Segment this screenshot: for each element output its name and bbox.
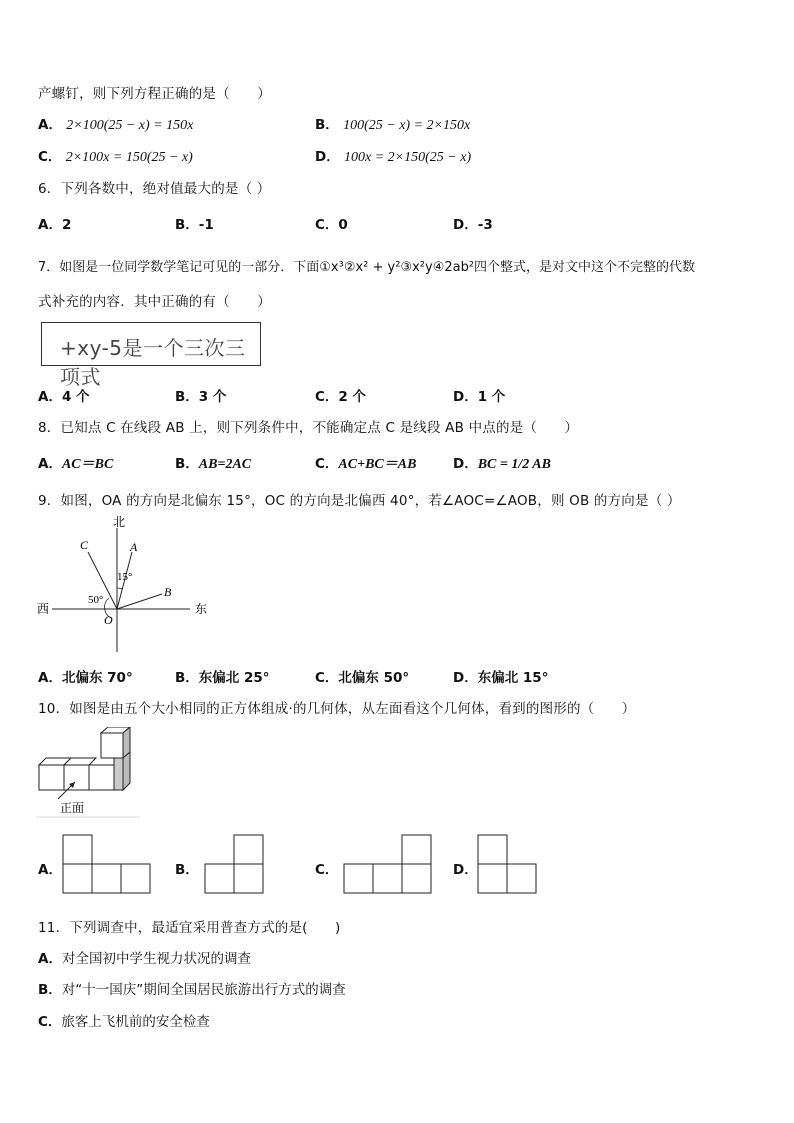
- q5-option-a-equation: 2×100(25 − x) = 150x: [66, 118, 194, 133]
- q11-option-c: C．旅客上飞机前的安全检查: [38, 1014, 210, 1030]
- q10-stem: 10．如图是由五个大小相同的正方体组成·的几何体，从左面看这个几何体，看到的图形的（ ）: [38, 701, 636, 717]
- q8-option-a: A．AC＝BC: [38, 456, 114, 472]
- q10-option-d-figure: [476, 834, 540, 896]
- q9-option-a: A．北偏东 70°: [38, 670, 133, 686]
- q5-option-d: D． 100x = 2×150(25 − x): [315, 149, 472, 165]
- q10-option-c-figure: [342, 834, 434, 896]
- q11-option-b: B．对“十一国庆”期间全国居民旅游出行方式的调查: [38, 982, 346, 998]
- front-label: 正面: [60, 801, 85, 815]
- q8-option-c: C．AC+BC＝AB: [315, 456, 417, 472]
- q10-option-a: A．: [38, 862, 62, 878]
- q7-stem-line1: 7．如图是一位同学数学笔记可见的一部分．下面①x³②x² + y²③x²y④2ab²四个整式，是对文中这个不完整的代数: [38, 260, 696, 275]
- point-o-label: O: [104, 613, 113, 627]
- point-a-label: A: [130, 540, 138, 554]
- q6-option-c: C．0: [315, 217, 348, 233]
- q5-option-b-equation: 100(25 − x) = 2×150x: [343, 118, 471, 133]
- angle-c-label: 50°: [88, 594, 104, 606]
- q10-option-b: B．: [175, 862, 199, 878]
- notebook-excerpt-text: +xy-5是一个三次三项式: [60, 336, 246, 389]
- q5-option-c: C． 2×100x = 150(25 − x): [38, 149, 193, 165]
- west-label: 西: [37, 602, 50, 616]
- q5-option-a: A． 2×100(25 − x) = 150x: [38, 117, 194, 133]
- q8-option-b: B．AB=2AC: [175, 456, 252, 472]
- q7-stem-line2: 式补充的内容．其中正确的有（ ）: [38, 294, 271, 310]
- q8-option-d: D．BC = 1/2 AB: [453, 456, 551, 472]
- q5-stem: 产螺钉，则下列方程正确的是（ ）: [38, 86, 271, 102]
- north-label: 北: [113, 515, 126, 529]
- q7-option-a: A．4 个: [38, 389, 90, 405]
- q11-option-a: A．对全国初中学生视力状况的调查: [38, 951, 251, 967]
- q9-option-c: C．北偏东 50°: [315, 670, 410, 686]
- q9-stem: 9．如图，OA 的方向是北偏东 15°，OC 的方向是北偏西 40°，若∠AOC=∠AOB，则 OB 的方向是（ ）: [38, 493, 681, 509]
- notebook-excerpt: [41, 322, 261, 389]
- q7-option-b: B．3 个: [175, 389, 227, 405]
- point-c-label: C: [80, 538, 89, 552]
- q6-option-b: B．-1: [175, 217, 214, 233]
- q10-option-c: C．: [315, 862, 339, 878]
- q10-option-d: D．: [453, 862, 478, 878]
- q10-option-b-figure: [203, 834, 267, 896]
- q10-option-a-figure: [62, 834, 154, 896]
- q6-stem: 6．下列各数中，绝对值最大的是（ ）: [38, 181, 271, 197]
- q5-option-c-equation: 2×100x = 150(25 − x): [65, 150, 193, 165]
- q5-option-d-equation: 100x = 2×150(25 − x): [344, 150, 472, 165]
- q6-option-d: D．-3: [453, 217, 493, 233]
- ray-ob: [117, 594, 162, 609]
- q7-option-c: C．2 个: [315, 389, 367, 405]
- q9-option-b: B．东偏北 25°: [175, 670, 270, 686]
- compass-diagram: [30, 512, 220, 654]
- q11-stem: 11．下列调查中，最适宜采用普查方式的是( ): [38, 920, 341, 936]
- q7-option-d: D．1 个: [453, 389, 506, 405]
- east-label: 东: [195, 602, 208, 616]
- q8-stem: 8．已知点 C 在线段 AB 上，则下列条件中，不能确定点 C 是线段 AB 中点的是（ ）: [38, 420, 579, 436]
- q6-option-a: A．2: [38, 217, 72, 233]
- q8-option-d-formula: BC = 1/2 AB: [477, 457, 551, 472]
- point-b-label: B: [164, 585, 172, 599]
- angle-a-label: 15°: [117, 571, 133, 583]
- q9-option-d: D．东偏北 15°: [453, 670, 549, 686]
- q5-option-b: B． 100(25 − x) = 2×150x: [315, 117, 471, 133]
- cube-solid-diagram: [36, 727, 142, 819]
